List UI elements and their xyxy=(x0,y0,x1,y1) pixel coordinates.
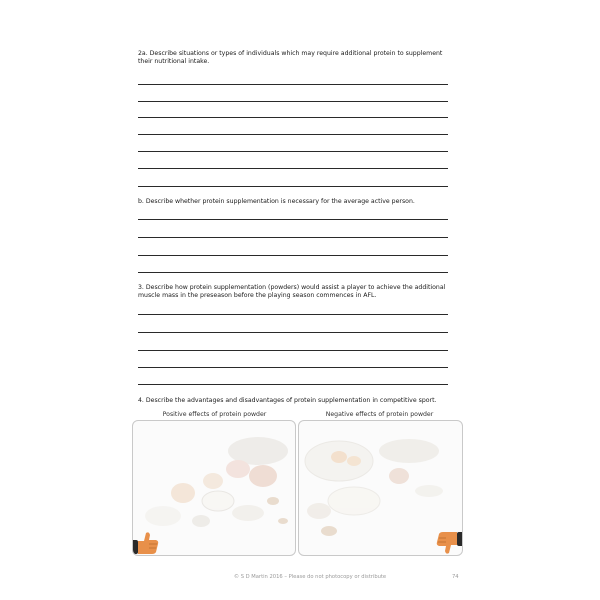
answer-line[interactable] xyxy=(138,186,448,187)
answer-line[interactable] xyxy=(138,332,448,333)
answer-line[interactable] xyxy=(138,237,448,238)
answer-line[interactable] xyxy=(138,168,448,169)
negative-effects-box[interactable] xyxy=(298,420,463,556)
answer-line[interactable] xyxy=(138,219,448,220)
answer-line[interactable] xyxy=(138,314,448,315)
positive-effects-box[interactable] xyxy=(132,420,296,556)
negative-effects-header: Negative effects of protein powder xyxy=(325,411,434,418)
answer-line[interactable] xyxy=(138,151,448,152)
thumbs-up-icon xyxy=(132,531,159,555)
thumbs-down-icon xyxy=(436,531,463,555)
answer-line[interactable] xyxy=(138,255,448,256)
question-2b: b. Describe whether protein supplementation is necessary for the average active person. xyxy=(138,198,415,205)
answer-line[interactable] xyxy=(138,350,448,351)
copyright-footer: © S D Martin 2016 – Please do not photocopy or distribute xyxy=(233,574,387,580)
answer-line[interactable] xyxy=(138,117,448,118)
answer-line[interactable] xyxy=(138,384,448,385)
answer-line[interactable] xyxy=(138,272,448,273)
question-4: 4. Describe the advantages and disadvantages of protein supplementation in competitive sport. xyxy=(138,397,437,404)
positive-effects-header: Positive effects of protein powder xyxy=(162,411,267,418)
page-number: 74 xyxy=(452,574,459,580)
question-3: 3. Describe how protein supplementation (powders) would assist a player to achieve the additional muscle mass in the preseason before the playing season commences in AFL. xyxy=(138,284,446,300)
question-2a: 2a. Describe situations or types of individuals which may require additional protein to supplement their nutritional intake. xyxy=(138,50,443,66)
answer-line[interactable] xyxy=(138,134,448,135)
answer-line[interactable] xyxy=(138,84,448,85)
answer-line[interactable] xyxy=(138,367,448,368)
answer-line[interactable] xyxy=(138,101,448,102)
